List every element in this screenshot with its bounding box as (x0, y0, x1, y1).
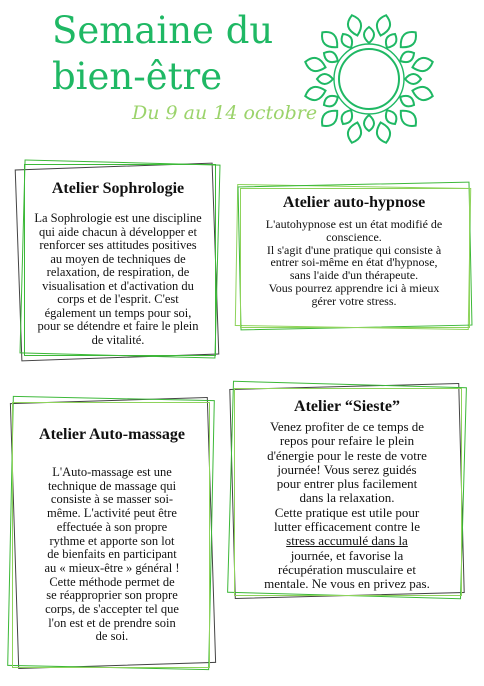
card-line: relaxation, de respiration, de (46, 265, 190, 279)
mandala-petal (322, 111, 337, 126)
card-line: Vous pourrez apprendre ici à mieux (268, 280, 440, 295)
card-line: pour se détendre et faire le plein (37, 319, 199, 333)
card-line: qui aide chacun à développer et (39, 224, 197, 239)
mandala-petal (364, 115, 374, 131)
card-heading: Atelier “Sieste” (294, 398, 400, 415)
card-line: effectuée à son propre (56, 519, 168, 534)
card-line: lutter efficacement contre le (274, 519, 420, 535)
title-line-1: Semaine du (52, 9, 274, 52)
card-line: pour entrer plus facilement (276, 476, 418, 492)
mandala-petal (401, 111, 416, 126)
mandala-petal (412, 87, 432, 100)
card-line: technique de massage qui (47, 478, 177, 493)
card-line: entrer soi-même en état d'hypnose, (270, 255, 438, 270)
mandala-petal (405, 74, 421, 84)
mandala-petal (342, 34, 353, 48)
card-auto-massage (8, 396, 216, 672)
card-line: visualisation et d'activation du (42, 278, 194, 293)
mandala-petal (386, 110, 397, 124)
card-heading: Atelier Auto-massage (39, 426, 185, 443)
card-line: sans l'aide d'un thérapeute. (289, 268, 419, 283)
card-line: même. L'activité peut être (47, 506, 177, 521)
card-line: L'autohypnose est un état modifié de (265, 217, 443, 231)
card-heading: Atelier auto-hypnose (282, 194, 426, 211)
card-auto-hypnose (236, 182, 472, 330)
mandala-icon (298, 8, 440, 150)
mandala-petal (377, 122, 390, 142)
mandala-petal (400, 96, 414, 107)
card-line: Cette méthode permet de (49, 574, 175, 589)
card-line: L'Auto-massage est une (52, 465, 172, 479)
mandala-petal (322, 32, 337, 47)
mandala-petal (317, 74, 333, 84)
mandala-petal (400, 52, 414, 63)
mandala-petal (348, 122, 361, 142)
event-dates: Du 9 au 14 octobre (132, 102, 318, 124)
mandala-petal (348, 15, 361, 35)
card-body (18, 212, 218, 347)
mandala-petal (342, 110, 353, 124)
page-title (52, 8, 273, 100)
card-line: corps, de s'accepter tel que (45, 602, 179, 617)
card-sieste (228, 382, 466, 600)
card-line: journée! Vous serez guidés (277, 461, 417, 477)
card-line: renforcer ses attitudes positives (39, 238, 197, 252)
card-body (236, 218, 472, 308)
card-line: Cette pratique est utile pour (274, 504, 420, 520)
card-line: de vitalité. (91, 332, 145, 347)
card-line: mentale. Ne vous en privez pas. (264, 576, 430, 592)
mandala-petal (324, 96, 338, 107)
mandala-petal (412, 58, 432, 71)
card-line: rythme et apporte son lot (49, 533, 175, 548)
card-line: Venez profiter de ce temps de (269, 419, 425, 434)
card-line: gérer votre stress. (311, 293, 397, 308)
card-line: de soi. (95, 629, 129, 644)
card-line: au « mieux-être » général ! (44, 560, 180, 575)
mandala-petal (364, 27, 374, 43)
card-line: consiste à se masser soi- (50, 492, 174, 507)
card-body (8, 466, 216, 644)
card-line: repos pour refaire le plein (279, 433, 415, 449)
mandala-petal (377, 15, 390, 35)
card-line: au moyen de techniques de (50, 251, 186, 266)
card-line: de bienfaits en participant (47, 547, 177, 562)
mandala-petal (305, 87, 325, 100)
card-heading: Atelier Sophrologie (51, 180, 185, 197)
card-line: conscience. (326, 229, 382, 244)
mandala-petal (386, 34, 397, 48)
card-line: Il s'agit d'une pratique qui consiste à (266, 242, 442, 257)
mandala-petal (401, 32, 416, 47)
card-line: récupération musculaire et (278, 561, 416, 577)
card-line: stress accumulé dans la (286, 533, 408, 549)
mandala-petal (324, 52, 338, 63)
card-line: d'énergie pour le reste de votre (267, 447, 427, 463)
card-body (228, 420, 466, 592)
card-line: également un temps pour soi, (44, 305, 192, 320)
card-line: l'on est et de prendre soin (48, 615, 176, 630)
card-sophrologie (18, 160, 218, 360)
card-line: journée, et favorise la (290, 547, 404, 563)
title-line-2: bien-être (52, 55, 223, 98)
card-line: se réapproprier son propre (46, 588, 178, 603)
mandala-petal (305, 58, 325, 71)
card-line: dans la relaxation. (299, 490, 395, 506)
card-line: corps et de l'esprit. C'est (57, 292, 179, 306)
card-line: La Sophrologie est une discipline (34, 211, 202, 225)
